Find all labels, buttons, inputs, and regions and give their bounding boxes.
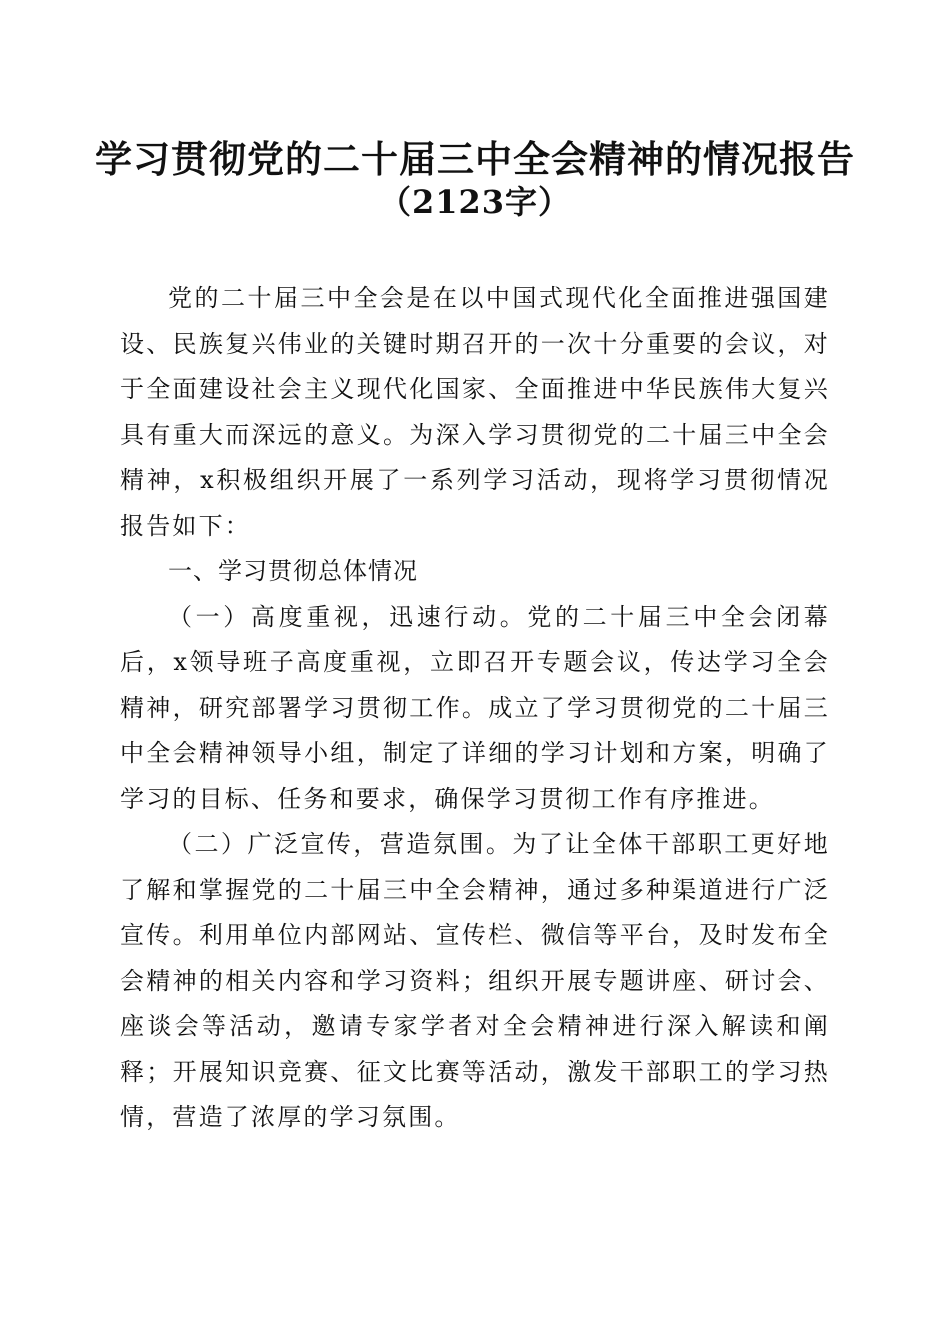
- subsection-1-paragraph: [120, 595, 830, 823]
- subsection-1-lead: （一）高度重视，迅速行动。: [168, 602, 528, 631]
- section-heading: 一、学习贯彻总体情况: [168, 557, 418, 585]
- document-title: 学习贯彻党的二十届三中全会精神的情况报告: [95, 137, 855, 181]
- document-subtitle: （2123字）: [378, 183, 572, 221]
- subsection-2-text: 为了让全体干部职工更好地了解和掌握党的二十届三中全会精神，通过多种渠道进行广泛宣传。利用单位内部网站、宣传栏、微信等平台，及时发布全会精神的相关内容和学习资料；组织开展专题讲座、研讨会、座谈会等活动，邀请专家学者对全会精神进行深入解读和阐释；开展知识竞赛、征文比赛等活动，激发干部职工的学习热情，营造了浓厚的学习氛围。: [120, 830, 830, 1131]
- intro-paragraph: 党的二十届三中全会是在以中国式现代化全面推进强国建设、民族复兴伟业的关键时期召开的一次十分重要的会议，对于全面建设社会主义现代化国家、全面推进中华民族伟大复兴具有重大而深远的意义。为深入学习贯彻党的二十届三中全会精神，x积极组织开展了一系列学习活动，现将学习贯彻情况报告如下：: [120, 284, 830, 540]
- subsection-2-paragraph: [120, 822, 830, 1141]
- subsection-1-text: 党的二十届三中全会闭幕后，x领导班子高度重视，立即召开专题会议，传达学习全会精神，研究部署学习贯彻工作。成立了学习贯彻党的二十届三中全会精神领导小组，制定了详细的学习计划和方案，明确了学习的目标、任务和要求，确保学习贯彻工作有序推进。: [120, 602, 830, 813]
- document-body: [120, 276, 830, 1141]
- subsection-2-lead: （二）广泛宣传，营造氛围。: [168, 830, 513, 858]
